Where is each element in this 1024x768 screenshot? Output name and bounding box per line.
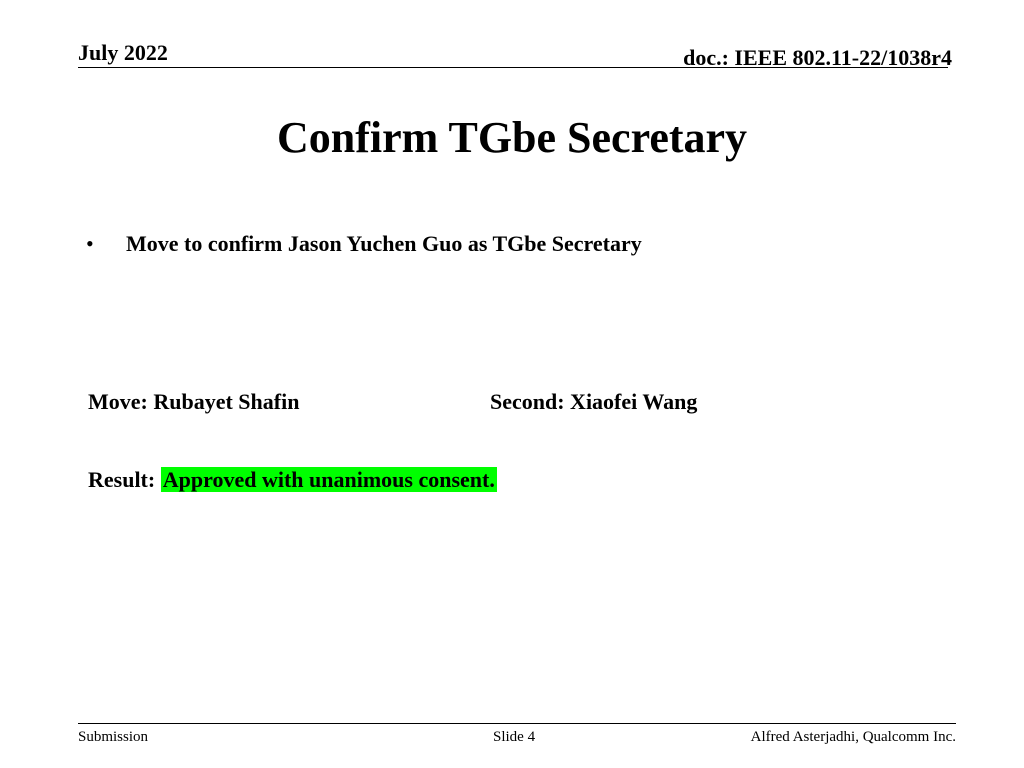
slide-title: Confirm TGbe Secretary [276,113,748,162]
motion-result [88,466,497,494]
header-divider [78,67,948,68]
result-label: Result: [88,467,161,492]
bullet-text: Move to confirm Jason Yuchen Guo as TGbe Secretary [126,231,642,256]
footer-submission: Submission [78,729,149,745]
bullet-item [86,230,642,258]
header-doc-id: doc.: IEEE 802.11-22/1038r4 [683,45,952,70]
result-value-highlight: Approved with unanimous consent. [162,467,495,492]
footer-slide-number: Slide 4 [493,729,536,745]
footer-divider [78,723,956,724]
bullet-marker: • [86,231,94,256]
motion-mover: Move: Rubayet Shafin [88,389,300,414]
motion-seconder: Second: Xiaofei Wang [490,389,698,414]
footer-author: Alfred Asterjadhi, Qualcomm Inc. [750,729,956,745]
header-date: July 2022 [78,40,168,65]
